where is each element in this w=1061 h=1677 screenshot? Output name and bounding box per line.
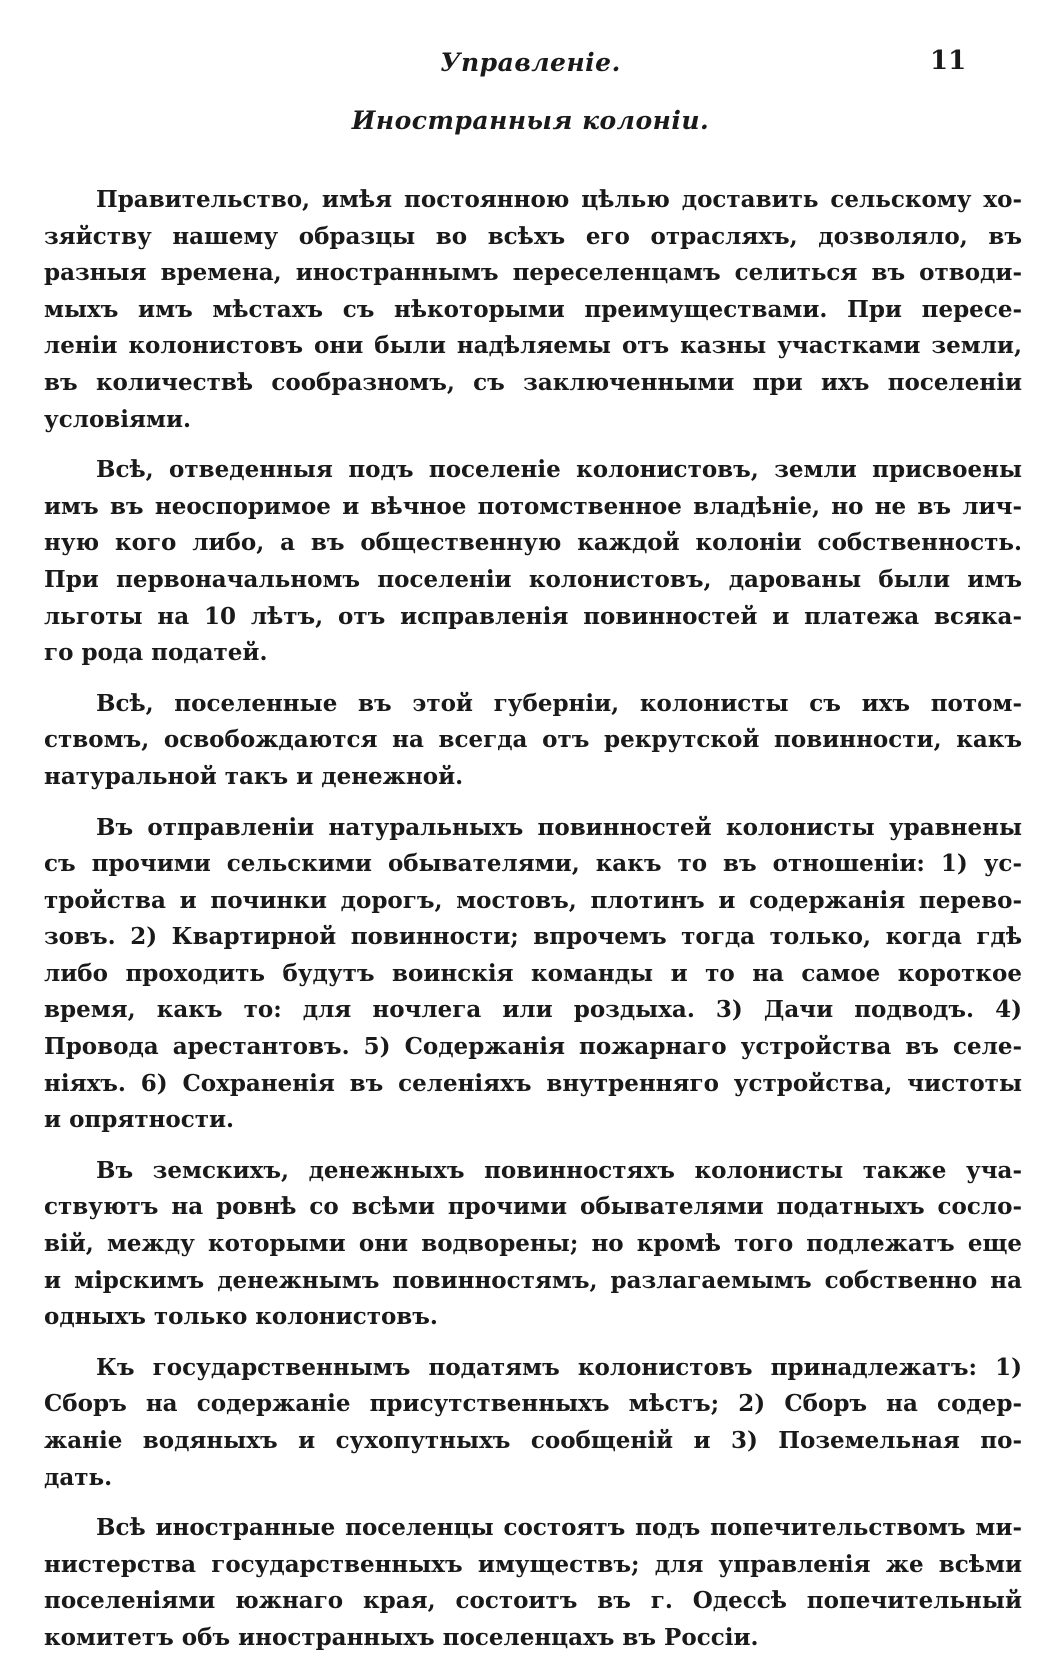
- text-line: въ количествѣ сообразномъ, съ заключенными при ихъ поселеніи: [44, 368, 1022, 396]
- text-line: и опрятности.: [44, 1106, 235, 1134]
- text-line: зовъ. 2) Квартирной повинности; впрочемъ тогда только, когда гдѣ: [44, 923, 1022, 951]
- text-line: го рода податей.: [44, 639, 268, 667]
- text-line: условіями.: [44, 405, 192, 433]
- section-title: Иностранныя колоніи.: [351, 106, 710, 135]
- paragraph: [44, 452, 1022, 672]
- paragraph: [44, 1153, 1022, 1336]
- paragraph: [44, 810, 1022, 1139]
- text-line: ствомъ, освобождаются на всегда отъ рекрутской повинности, какъ: [44, 726, 1022, 754]
- text-line: и мірскимъ денежнымъ повинностямъ, разлагаемымъ собственно на: [44, 1266, 1022, 1294]
- text-line: Всѣ, отведенныя подъ поселеніе колонистовъ, земли присвоены: [96, 456, 1022, 484]
- text-line: ніяхъ. 6) Сохраненія въ селеніяхъ внутренняго устройства, чистоты: [44, 1069, 1022, 1097]
- text-line: съ прочими сельскими обывателями, какъ то въ отношеніи: 1) ус-: [44, 850, 1022, 878]
- text-line: Всѣ иностранные поселенцы состоятъ подъ попечительствомъ ми-: [96, 1514, 1022, 1542]
- text-line: мыхъ имъ мѣстахъ съ нѣкоторыми преимуществами. При пересе-: [44, 295, 1022, 323]
- text-line: одныхъ только колонистовъ.: [44, 1303, 438, 1331]
- text-line: тройства и починки дорогъ, мостовъ, плотинъ и содержанія перево-: [44, 886, 1022, 914]
- text-line: Къ государственнымъ податямъ колонистовъ принадлежатъ: 1): [96, 1353, 1022, 1381]
- text-line: Сборъ на содержаніе присутственныхъ мѣстъ; 2) Сборъ на содер-: [44, 1390, 1022, 1418]
- text-line: вій, между которыми они водворены; но кромѣ того подлежатъ еще: [44, 1230, 1022, 1258]
- text-line: Всѣ, поселенные въ этой губерніи, колонисты съ ихъ потом-: [96, 689, 1022, 717]
- text-line: разныя времена, иностраннымъ переселенцамъ селиться въ отводи-: [44, 259, 1022, 287]
- text-line: Въ отправленіи натуральныхъ повинностей колонисты уравнены: [96, 813, 1022, 841]
- text-line: зяйству нашему образцы во всѣхъ его отрасляхъ, дозволяло, въ: [44, 222, 1022, 250]
- text-line: либо проходить будутъ воинскія команды и то на самое короткое: [44, 959, 1022, 987]
- text-line: льготы на 10 лѣтъ, отъ исправленія повинностей и платежа всяка-: [44, 602, 1022, 630]
- text-line: натуральной такъ и денежной.: [44, 762, 464, 790]
- body-text: [44, 182, 1022, 1671]
- text-line: имъ въ неоспоримое и вѣчное потомственное владѣніе, но не въ лич-: [44, 492, 1022, 520]
- text-line: жаніе водяныхъ и сухопутныхъ сообщеній и 3) Поземельная по-: [44, 1427, 1022, 1454]
- running-title: Управленіе.: [440, 48, 621, 77]
- text-line: дать.: [44, 1463, 113, 1491]
- text-line: Правительство, имѣя постоянною цѣлью доставить сельскому хо-: [96, 186, 1022, 213]
- paragraph: [44, 1350, 1022, 1496]
- paragraph: [44, 686, 1022, 796]
- page-number: 11: [930, 46, 967, 76]
- text-line: леніи колонистовъ они были надѣляемы отъ казны участками земли,: [44, 332, 1022, 360]
- paragraph: [44, 182, 1022, 438]
- text-line: ную кого либо, а въ общественную каждой колоніи собственность.: [44, 529, 1022, 557]
- text-line: нистерства государственныхъ имуществъ; для управленія же всѣми: [44, 1550, 1022, 1578]
- text-line: поселеніями южнаго края, состоитъ въ г. Одессѣ попечительный: [44, 1587, 1022, 1615]
- text-line: комитетъ объ иностранныхъ поселенцахъ въ Россіи.: [44, 1623, 759, 1651]
- paragraph: [44, 1510, 1022, 1656]
- text-line: Въ земскихъ, денежныхъ повинностяхъ колонисты также уча-: [96, 1156, 1022, 1184]
- text-line: время, какъ то: для ночлега или роздыха. 3) Дачи подводъ. 4): [44, 996, 1022, 1024]
- text-line: Провода арестантовъ. 5) Содержанія пожарнаго устройства въ селе-: [44, 1033, 1022, 1061]
- text-line: ствуютъ на ровнѣ со всѣми прочими обывателями податныхъ сосло-: [44, 1193, 1022, 1221]
- text-line: При первоначальномъ поселеніи колонистовъ, дарованы были имъ: [44, 565, 1022, 593]
